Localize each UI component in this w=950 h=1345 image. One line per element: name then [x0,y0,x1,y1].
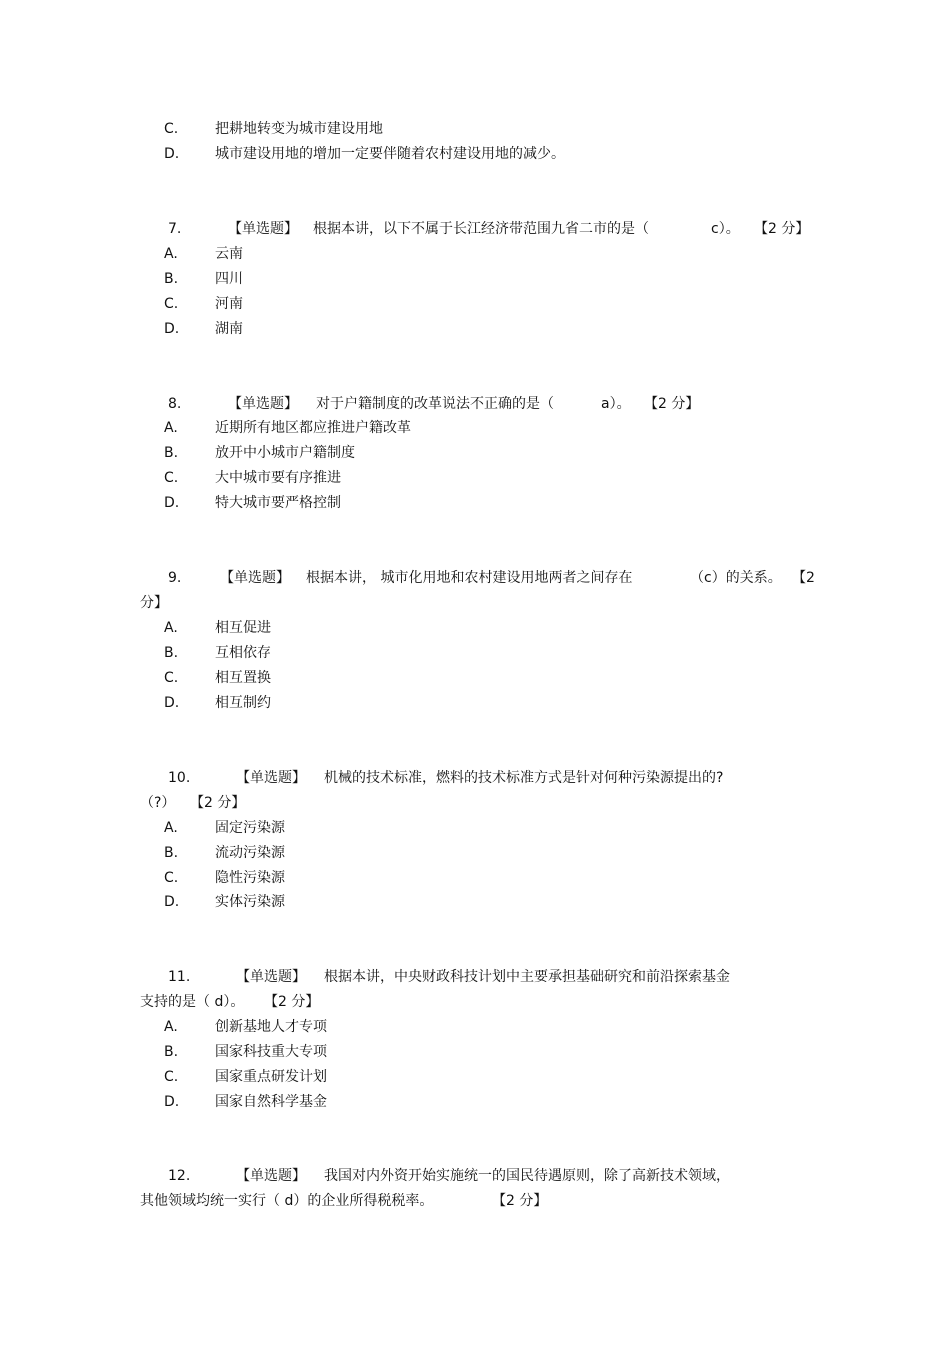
option-letter: D. [164,1094,180,1110]
question-number: 12. [168,1168,191,1184]
option-text: 实体污染源 [215,894,285,910]
question-number: 9. [168,570,182,586]
question-text-continued: 分】 [140,595,168,611]
question-text: 对于户籍制度的改革说法不正确的是（ [316,396,554,412]
option-text: 相互制约 [215,695,271,711]
option-text: 把耕地转变为城市建设用地 [215,121,383,137]
question-text: 我国对内外资开始实施统一的国民待遇原则，除了高新技术领域， [324,1168,730,1184]
option-letter: C. [164,296,179,312]
option-letter: C. [164,121,179,137]
option-text: 隐性污染源 [215,870,285,886]
question-text-continued: （?） [140,795,176,811]
question-text-continued: 其他领域均统一实行（ d）的企业所得税税率。 [140,1193,434,1209]
option-text: 互相依存 [215,645,271,661]
question-type: 【单选题】 [236,969,306,985]
option-letter: D. [164,321,180,337]
option-letter: D. [164,495,180,511]
option-text: 国家重点研发计划 [215,1069,327,1085]
option-letter: C. [164,470,179,486]
question-answer: （c）的关系。 [690,570,782,586]
option-letter: C. [164,1069,179,1085]
option-letter: B. [164,1044,179,1060]
option-text: 近期所有地区都应推进户籍改革 [215,420,411,436]
option-text: 固定污染源 [215,820,285,836]
option-text: 云南 [215,246,243,262]
option-letter: D. [164,146,180,162]
option-letter: A. [164,420,178,436]
option-letter: D. [164,894,180,910]
question-number: 10. [168,770,191,786]
question-number: 7. [168,221,182,237]
question-score: 【2 [792,570,815,586]
option-letter: C. [164,670,179,686]
question-type: 【单选题】 [236,1168,306,1184]
option-letter: B. [164,845,179,861]
option-text: 相互置换 [215,670,271,686]
question-number: 11. [168,969,191,985]
question-answer: c）。 [711,221,740,237]
option-letter: B. [164,271,179,287]
option-letter: D. [164,695,180,711]
option-letter: A. [164,246,178,262]
option-text: 放开中小城市户籍制度 [215,445,355,461]
question-score: 【2 分】 [644,396,700,412]
question-type: 【单选题】 [236,770,306,786]
question-score: 【2 分】 [190,795,246,811]
option-text: 大中城市要有序推进 [215,470,341,486]
option-text: 国家自然科学基金 [215,1094,327,1110]
option-text: 特大城市要严格控制 [215,495,341,511]
option-text: 流动污染源 [215,845,285,861]
option-text: 河南 [215,296,243,312]
question-score: 【2 分】 [754,221,810,237]
question-score: 【2 分】 [492,1193,548,1209]
option-letter: A. [164,620,178,636]
question-answer: a）。 [601,396,631,412]
option-text: 四川 [215,271,243,287]
question-type: 【单选题】 [220,570,290,586]
question-score: 【2 分】 [264,994,320,1010]
question-text: 根据本讲， 城市化用地和农村建设用地两者之间存在 [306,570,633,586]
option-text: 相互促进 [215,620,271,636]
question-number: 8. [168,396,182,412]
option-text: 湖南 [215,321,243,337]
option-text: 城市建设用地的增加一定要伴随着农村建设用地的减少。 [215,146,565,162]
question-text-continued: 支持的是（ d）。 [140,994,245,1010]
question-type: 【单选题】 [228,396,298,412]
option-text: 创新基地人才专项 [215,1019,327,1035]
question-text: 机械的技术标准，燃料的技术标准方式是针对何种污染源提出的? [324,770,724,786]
option-letter: B. [164,445,179,461]
question-text: 根据本讲，以下不属于长江经济带范围九省二市的是（ [313,221,649,237]
option-letter: B. [164,645,179,661]
option-letter: A. [164,820,178,836]
option-letter: C. [164,870,179,886]
option-text: 国家科技重大专项 [215,1044,327,1060]
question-type: 【单选题】 [228,221,298,237]
option-letter: A. [164,1019,178,1035]
question-text: 根据本讲，中央财政科技计划中主要承担基础研究和前沿探索基金 [324,969,730,985]
